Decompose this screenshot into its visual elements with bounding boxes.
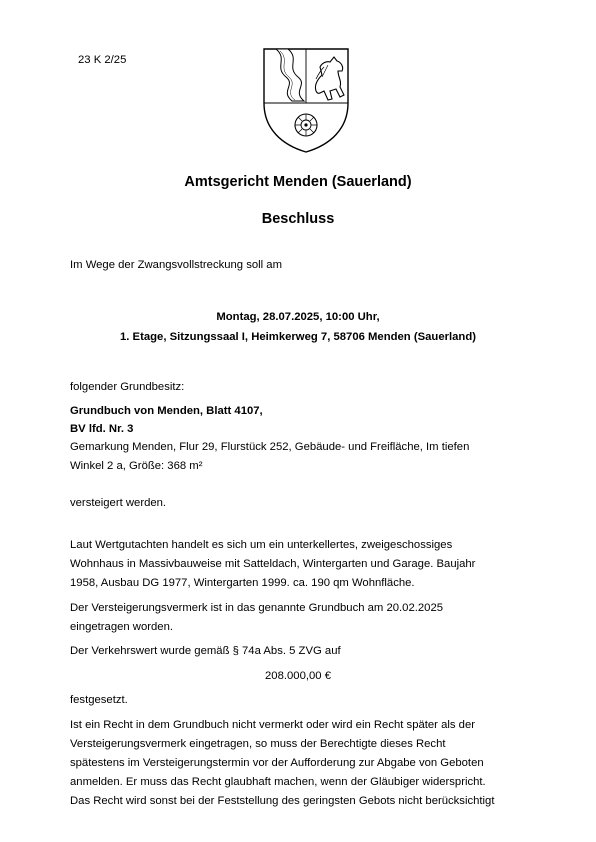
recht-line-3: spätestens im Versteigerungstermin vor der Aufforderung zur Abgabe von Geboten [70,757,484,769]
vermerk-line-2: eingetragen worden. [70,621,174,633]
wertgutachten-line-3: 1958, Ausbau DG 1977, Wintergarten 1999. ca. 190 qm Wohnfläche. [70,577,415,589]
recht-line-2: Versteigerungsvermerk eingetragen, so muss der Berechtigte dieses Recht [70,738,446,750]
recht-line-5: Das Recht wird sonst bei der Feststellung des geringsten Gebots nicht berücksichtigt [70,795,495,807]
wertgutachten-line-1: Laut Wertgutachten handelt es sich um ein unterkellertes, zweigeschossiges [70,539,453,551]
verkehrswert-text: Der Verkehrswert wurde gemäß § 74a Abs. 5 ZVG auf [70,645,341,657]
recht-line-1: Ist ein Recht in dem Grundbuch nicht vermerkt oder wird ein Recht später als der [70,719,475,731]
property-intro: folgender Grundbesitz: [70,381,185,393]
coat-of-arms-logo [258,45,354,155]
grundbuch-line: Grundbuch von Menden, Blatt 4107, [70,405,263,417]
wertgutachten-line-2: Wohnhaus in Massivbauweise mit Satteldach, Wintergarten und Garage. Baujahr [70,558,476,570]
auction-location: 1. Etage, Sitzungssaal I, Heimkerweg 7, 58706 Menden (Sauerland) [120,331,476,343]
festgesetzt-text: festgesetzt. [70,694,128,706]
gemarkung-line-2: Winkel 2 a, Größe: 368 m² [70,460,203,472]
gemarkung-line-1: Gemarkung Menden, Flur 29, Flurstück 252, Gebäude- und Freifläche, Im tiefen [70,441,470,453]
auction-date: Montag, 28.07.2025, 10:00 Uhr, [216,311,380,323]
recht-line-4: anmelden. Er muss das Recht glaubhaft machen, wenn der Gläubiger widerspricht. [70,776,486,788]
case-number: 23 K 2/25 [78,54,127,66]
versteigert-text: versteigert werden. [70,497,167,509]
verkehrswert-amount: 208.000,00 € [265,670,331,682]
intro-text: Im Wege der Zwangsvollstreckung soll am [70,259,283,271]
document-title: Beschluss [261,211,335,227]
bv-line: BV lfd. Nr. 3 [70,423,134,435]
court-name: Amtsgericht Menden (Sauerland) [184,174,412,190]
vermerk-line-1: Der Versteigerungsvermerk ist in das genannte Grundbuch am 20.02.2025 [70,602,444,614]
